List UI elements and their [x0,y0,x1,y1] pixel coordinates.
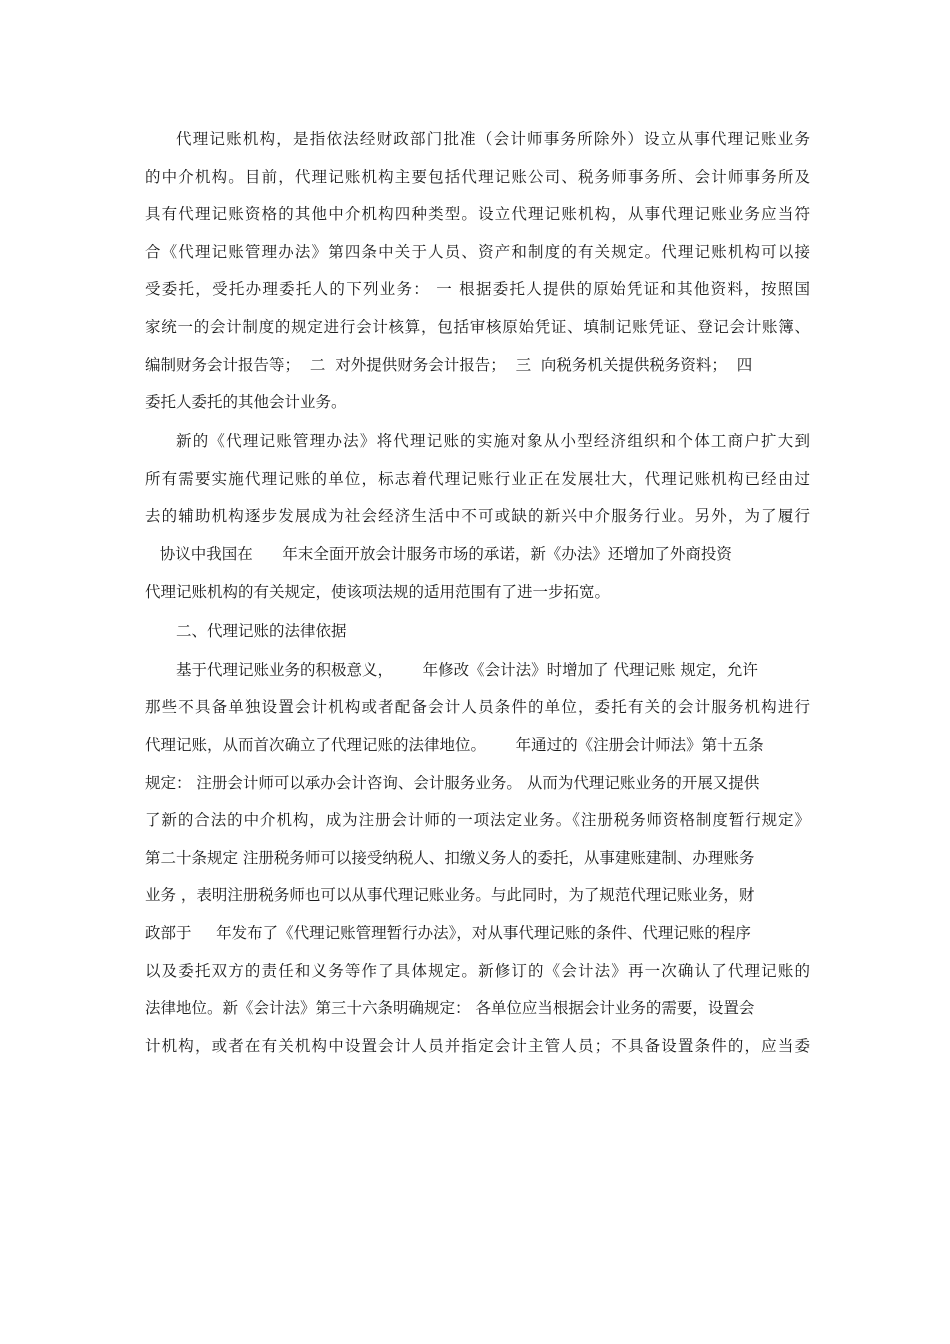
heading-text: 二、代理记账的法律依据 [176,621,347,640]
text-line: 代理记账机构的有关规定，使该项法规的适用范围有了进一步拓宽。 [145,582,611,601]
text-line: 政部于 年发布了《代理记账管理暂行办法》，对从事代理记账的条件、代理记账的程序 [145,923,751,942]
text-line: 协议中我国在 年末全面开放会计服务市场的承诺，新《办法》还增加了外商投资 [145,545,732,564]
text-line: 代理记账机构，是指依法经财政部门批准（会计师事务所除外）设立从事代理记账业务 [176,130,810,148]
text-line: 那些不具备单独设置会计机构或者配备会计人员条件的单位，委托有关的会计服务机构进行 [145,698,810,717]
text-line: 的中介机构。目前，代理记账机构主要包括代理记账公司、税务师事务所、会计师事务所及 [145,167,810,186]
paragraph [145,423,810,611]
text-line: 家统一的会计制度的规定进行会计核算，包括审核原始凭证、填制记账凭证、登记会计账簿、 [145,317,810,336]
paragraph [145,121,810,422]
text-line: 第二十条规定 注册税务师可以接受纳税人、扣缴义务人的委托，从事建账建制、办理账务 [145,848,755,867]
section-heading [145,613,810,651]
text-line: 去的辅助机构逐步发展成为社会经济生活中不可或缺的新兴中介服务行业。另外，为了履行 [145,507,810,526]
text-line: 以及委托双方的责任和义务等作了具体规定。新修订的《会计法》再一次确认了代理记账的 [145,961,810,980]
text-line: 编制财务会计报告等； 二 对外提供财务会计报告； 三 向税务机关提供税务资料； 四 [145,355,753,374]
text-line: 新的《代理记账管理办法》将代理记账的实施对象从小型经济组织和个体工商户扩大到 [176,432,810,451]
document-body [145,121,810,1065]
text-line: 了新的合法的中介机构，成为注册会计师的一项法定业务。《注册税务师资格制度暂行规定》 [145,811,810,830]
text-line: 所有需要实施代理记账的单位，标志着代理记账行业正在发展壮大，代理记账机构已经由过 [145,469,810,488]
text-line: 计机构，或者在有关机构中设置会计人员并指定会计主管人员；不具备设置条件的，应当委 [145,1036,810,1055]
text-line: 具有代理记账资格的其他中介机构四种类型。设立代理记账机构，从事代理记账业务应当符 [145,205,810,224]
text-line: 代理记账，从而首次确立了代理记账的法律地位。 年通过的《注册会计师法》第十五条 [145,736,764,754]
text-line: 受委托，受托办理委托人的下列业务： 一 根据委托人提供的原始凭证和其他资料，按照国 [145,280,810,299]
text-line: 业务 ，表明注册税务师也可以从事代理记账业务。与此同时，为了规范代理记账业务，财 [145,886,755,905]
text-line: 法律地位。新《会计法》第三十六条明确规定： 各单位应当根据会计业务的需要，设置会 [145,999,755,1018]
text-line: 规定： 注册会计师可以承办会计咨询、会计服务业务。 从而为代理记账业务的开展又提供 [145,773,760,792]
paragraph [145,652,810,1066]
text-line: 委托人委托的其他会计业务。 [145,393,347,412]
text-line: 基于代理记账业务的积极意义， 年修改《会计法》时增加了 代理记账 规定，允许 [176,660,758,679]
text-line: 合《代理记账管理办法》第四条中关于人员、资产和制度的有关规定。代理记账机构可以接 [145,242,810,261]
